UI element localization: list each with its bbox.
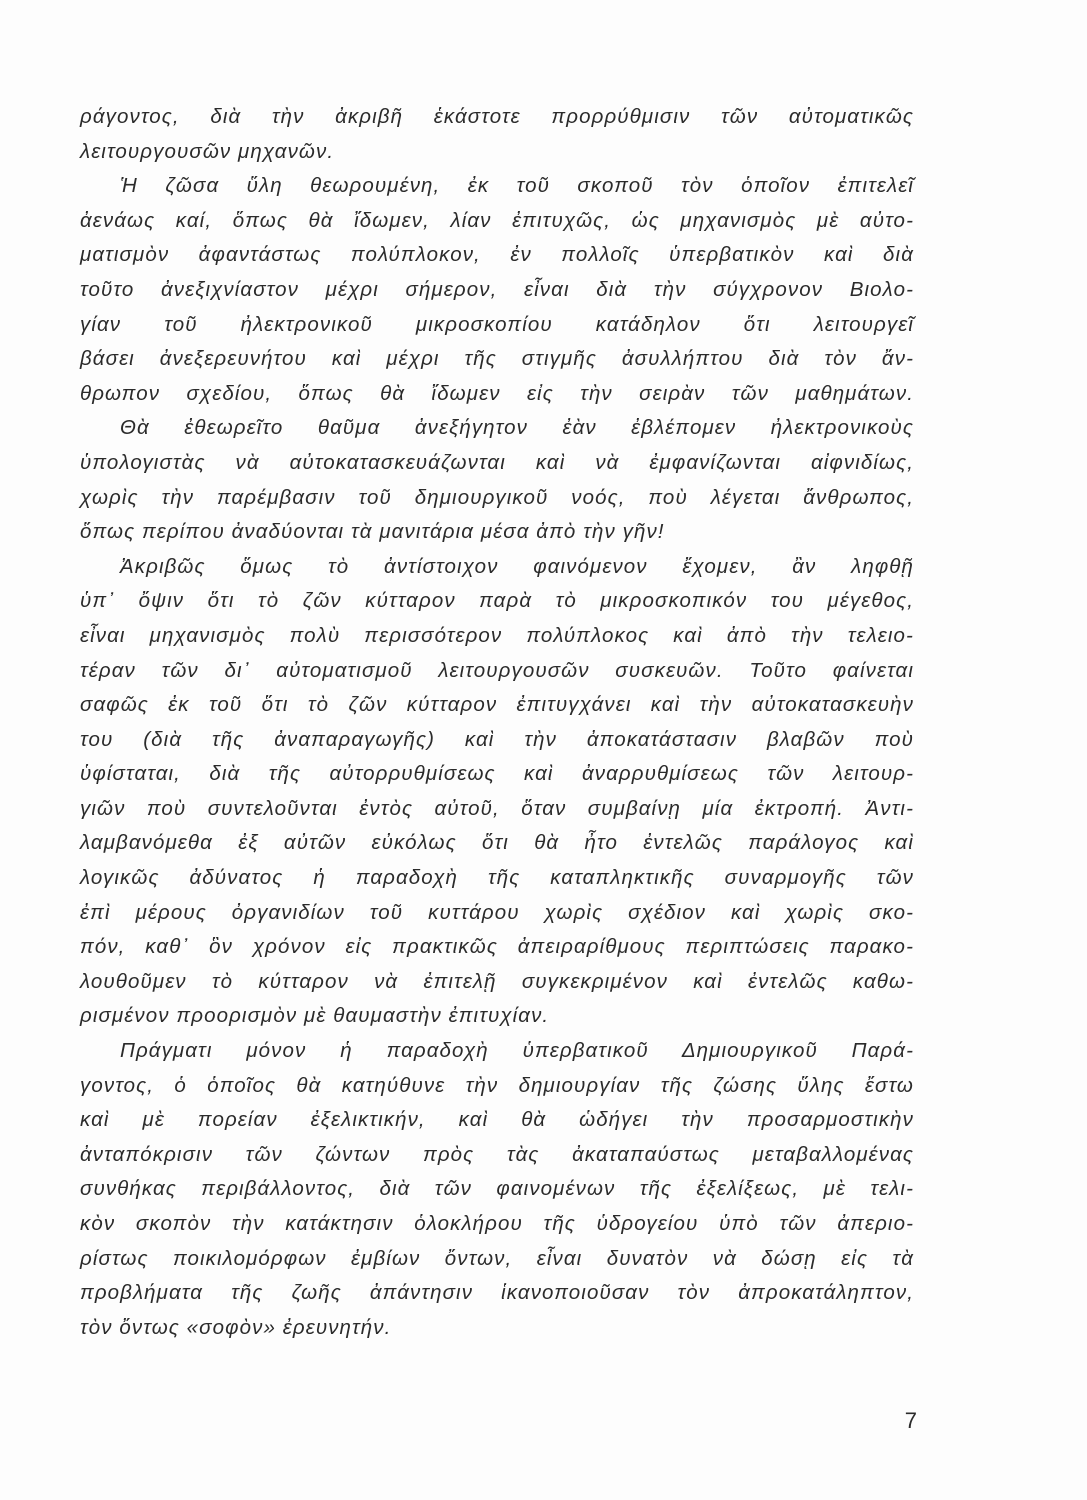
text-line: τέραν τῶν δι᾿ αὐτοματισμοῦ λειτουργουσῶν συσκευῶν. Τοῦτο φαίνεται: [80, 658, 914, 682]
text-line: ματισμὸν ἀφαντάστως πολύπλοκον, ἐν πολλοῖς ὑπερβατικὸν καὶ διὰ: [80, 243, 914, 267]
text-line: ἀενάως καί, ὅπως θὰ ἴδωμεν, λίαν ἐπιτυχῶς, ὡς μηχανισμὸς μὲ αὐτο-: [80, 208, 914, 232]
text-line: εἶναι μηχανισμὸς πολὺ περισσότερον πολύπλοκος καὶ ἀπὸ τὴν τελειο-: [80, 623, 914, 647]
text-line: συνθήκας περιβάλλοντος, διὰ τῶν φαινομένων τῆς ἐξελίξεως, μὲ τελι-: [80, 1177, 914, 1201]
text-line: ρίστως ποικιλομόρφων ἐμβίων ὄντων, εἶναι δυνατὸν νὰ δώσῃ εἰς τὰ: [80, 1246, 914, 1270]
text-line: χωρὶς τὴν παρέμβασιν τοῦ δημιουργικοῦ νοός, ποὺ λέγεται ἄνθρωπος,: [80, 485, 914, 509]
text-line: ράγοντος, διὰ τὴν ἀκριβῆ ἑκάστοτε προρρύθμισιν τῶν αὐτοματικῶς: [80, 105, 914, 128]
text-line: Ἀκριβῶς ὅμως τὸ ἀντίστοιχον φαινόμενον ἔχομεν, ἂν ληφθῇ: [120, 554, 914, 578]
text-line: Ἡ ζῶσα ὕλη θεωρουμένη, ἐκ τοῦ σκοποῦ τὸν ὁποῖον ἐπιτελεῖ: [120, 174, 914, 198]
text-line: τοῦτο ἀνεξιχνίαστον μέχρι σήμερον, εἶναι διὰ τὴν σύγχρονον Βιολο-: [80, 277, 914, 301]
text-line: ὑπολογιστὰς νὰ αὐτοκατασκευάζωνται καὶ νὰ ἐμφανίζωνται αἰφνιδίως,: [80, 450, 914, 474]
text-line: προβλήματα τῆς ζωῆς ἀπάντησιν ἱκανοποιοῦσαν τὸν ἀπροκατάληπτον,: [80, 1281, 914, 1305]
text-line: καὶ μὲ πορείαν ἐξελικτικήν, καὶ θὰ ὡδήγει τὴν προσαρμοστικὴν: [80, 1108, 914, 1132]
text-line: γιῶν ποὺ συντελοῦνται ἐντὸς αὐτοῦ, ὅταν συμβαίνῃ μία ἐκτροπή. Ἀντι-: [80, 796, 914, 820]
page-number: 7: [904, 1408, 917, 1433]
text-line: γοντος, ὁ ὁποῖος θὰ κατηύθυνε τὴν δημιουργίαν τῆς ζώσης ὕλης ἔστω: [80, 1073, 914, 1097]
text-line: σαφῶς ἐκ τοῦ ὅτι τὸ ζῶν κύτταρον ἐπιτυγχάνει καὶ τὴν αὐτοκατασκευὴν: [80, 693, 914, 717]
text-line: λειτουργουσῶν μηχανῶν.: [80, 139, 335, 163]
text-line: Πράγματι μόνον ἡ παραδοχὴ ὑπερβατικοῦ Δημιουργικοῦ Παρά-: [120, 1039, 914, 1063]
text-line: τὸν ὄντως «σοφὸν» ἐρευνητήν.: [80, 1315, 392, 1339]
text-line: βάσει ἀνεξερευνήτου καὶ μέχρι τῆς στιγμῆς ἀσυλλήπτου διὰ τὸν ἄν-: [80, 347, 914, 371]
text-line: λαμβανόμεθα ἐξ αὐτῶν εὐκόλως ὅτι θὰ ἦτο ἐντελῶς παράλογος καὶ: [80, 831, 914, 855]
text-line: γίαν τοῦ ἠλεκτρονικοῦ μικροσκοπίου κατάδηλον ὅτι λειτουργεῖ: [80, 312, 914, 336]
text-line: ἀνταπόκρισιν τῶν ζώντων πρὸς τὰς ἀκαταπαύστως μεταβαλλομένας: [80, 1142, 914, 1166]
text-line: κὸν σκοπὸν τὴν κατάκτησιν ὁλοκλήρου τῆς ὑδρογείου ὑπὸ τῶν ἀπεριο-: [80, 1212, 914, 1235]
body-text: [80, 100, 914, 1345]
text-line: λογικῶς ἀδύνατος ἡ παραδοχὴ τῆς καταπληκτικῆς συναρμογῆς τῶν: [80, 866, 914, 890]
text-line: λουθοῦμεν τὸ κύτταρον νὰ ἐπιτελῇ συγκεκριμένον καὶ ἐντελῶς καθω-: [80, 969, 914, 993]
text-line: ρισμένον προορισμὸν μὲ θαυμαστὴν ἐπιτυχίαν.: [80, 1004, 550, 1028]
text-line: ὅπως περίπου ἀναδύονται τὰ μανιτάρια μέσα ἀπὸ τὴν γῆν!: [80, 520, 665, 544]
text-line: ὑπ᾿ ὄψιν ὅτι τὸ ζῶν κύτταρον παρὰ τὸ μικροσκοπικόν του μέγεθος,: [80, 589, 914, 613]
text-line: ἐπὶ μέρους ὀργανιδίων τοῦ κυττάρου χωρὶς σχέδιον καὶ χωρὶς σκο-: [80, 900, 914, 924]
text-line: Θὰ ἐθεωρεῖτο θαῦμα ἀνεξήγητον ἐὰν ἐβλέπομεν ἠλεκτρονικοὺς: [120, 416, 914, 440]
text-line: του (διὰ τῆς ἀναπαραγωγῆς) καὶ τὴν ἀποκατάστασιν βλαβῶν ποὺ: [80, 727, 914, 751]
text-line: θρωπον σχεδίου, ὅπως θὰ ἴδωμεν εἰς τὴν σειρὰν τῶν μαθημάτων.: [80, 381, 914, 405]
text-line: πόν, καθ᾿ ὃν χρόνον εἰς πρακτικῶς ἀπειραρίθμους περιπτώσεις παρακο-: [80, 935, 914, 959]
text-line: ὑφίσταται, διὰ τῆς αὐτορρυθμίσεως καὶ ἀναρρυθμίσεως τῶν λειτουρ-: [80, 762, 914, 786]
